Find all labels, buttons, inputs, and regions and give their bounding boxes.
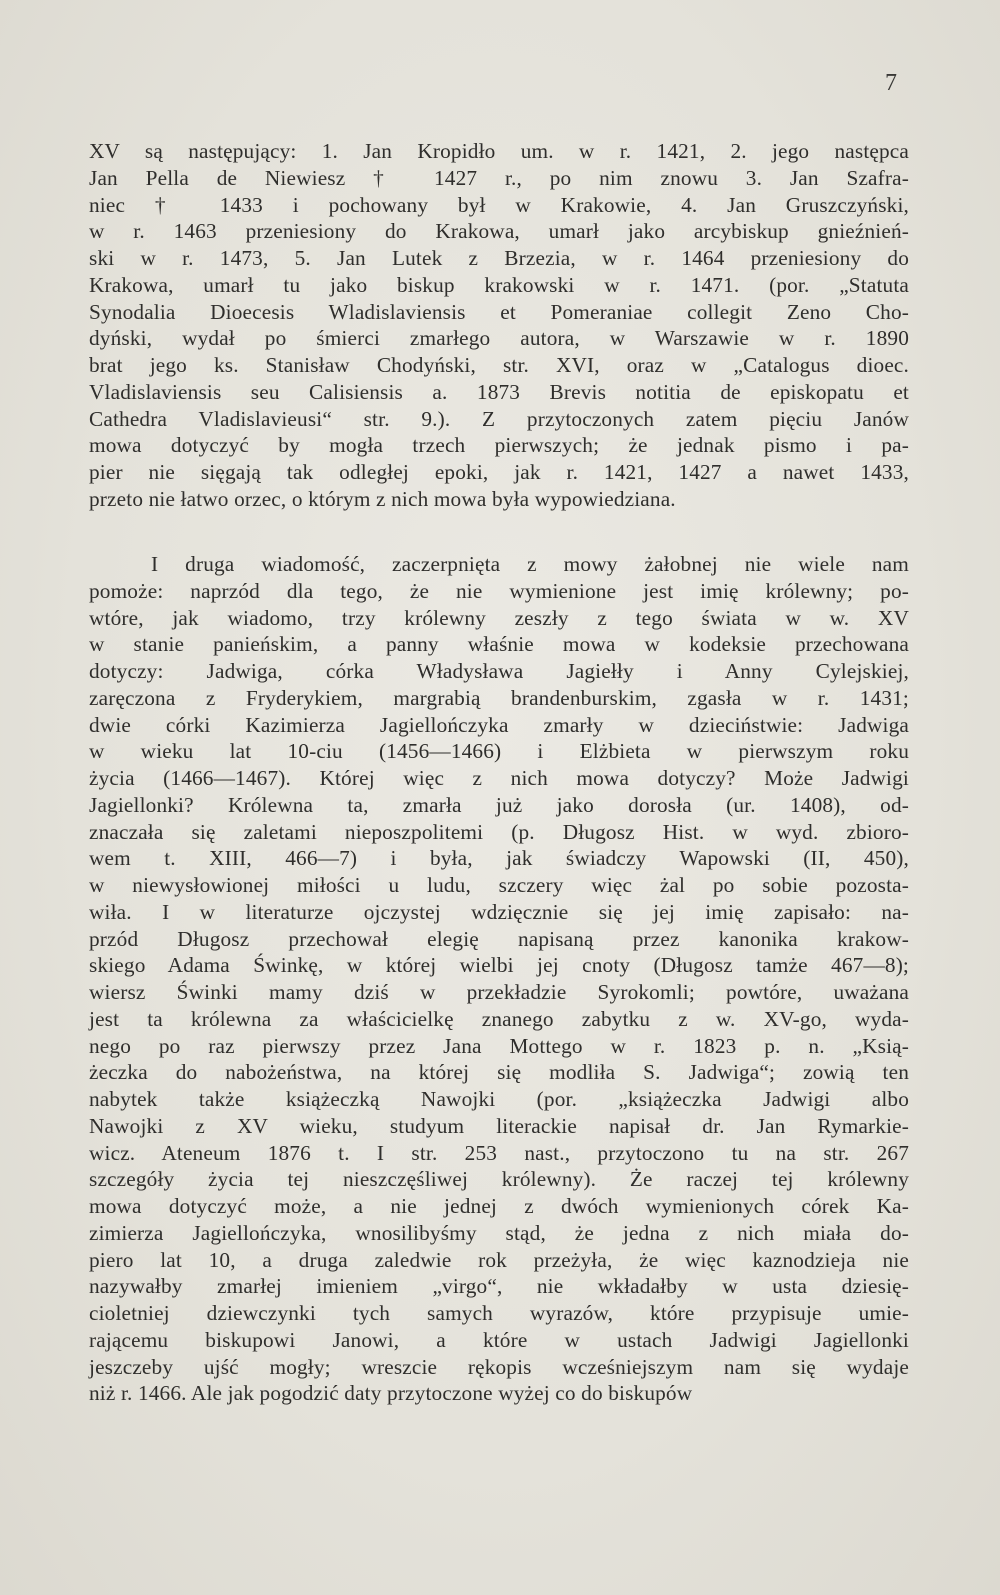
paragraph-bishops-list xyxy=(89,138,909,513)
text-line: przód Długosz przechował elegię napisaną przez kanonika krakow- xyxy=(89,926,909,951)
text-line: nego po raz pierwszy przez Jana Mottego w r. 1823 p. n. „Ksią- xyxy=(89,1033,909,1058)
text-line: wicz. Ateneum 1876 t. I str. 253 nast., przytoczono tu na str. 267 xyxy=(89,1140,909,1165)
text-line: zaręczona z Fryderykiem, margrabią brandenburskim, zgasła w r. 1431; xyxy=(89,685,909,710)
text-line: Jan Pella de Niewiesz † 1427 r., po nim znowu 3. Jan Szafra- xyxy=(89,165,909,190)
text-line: wem t. XIII, 466—7) i była, jak świadczy Wapowski (II, 450), xyxy=(89,846,909,871)
text-line: zimierza Jagiellończyka, wnosilibyśmy stąd, że jedna z nich miała do- xyxy=(89,1220,909,1245)
text-line: Jagiellonki? Królewna ta, zmarła już jako dorosła (ur. 1408), od- xyxy=(89,792,909,817)
text-line: znaczała się zaletami nieposzpolitemi (p. Długosz Hist. w wyd. zbioro- xyxy=(89,819,909,844)
text-line: skiego Adama Świnkę, w której wielbi jej cnoty (Długosz tamże 467—8); xyxy=(89,953,909,978)
text-line: przeto nie łatwo orzec, o którym z nich mowa była wypowiedziana. xyxy=(89,486,676,511)
text-line: życia (1466—1467). Której więc z nich mowa dotyczy? Może Jadwigi xyxy=(89,766,909,790)
text-line: jeszczeby ujść mogły; wreszcie rękopis wcześniejszym nam się wydaje xyxy=(89,1354,909,1379)
text-line: dotyczy: Jadwiga, córka Władysława Jagiełły i Anny Cylejskiej, xyxy=(89,659,909,683)
text-line: w r. 1463 przeniesiony do Krakowa, umarł jako arcybiskup gnieźnień- xyxy=(89,219,909,244)
text-line: dyński, wydał po śmierci zmarłego autora, w Warszawie w r. 1890 xyxy=(89,326,909,351)
paragraph-second-news xyxy=(89,551,909,1407)
text-line: żeczka do nabożeństwa, na której się modliła S. Jadwiga“; zowią ten xyxy=(89,1060,909,1085)
text-line: XV są następujący: 1. Jan Kropidło um. w r. 1421, 2. jego następca xyxy=(89,139,909,163)
text-line: wiersz Świnki mamy dziś w przekładzie Syrokomli; powtóre, uważana xyxy=(89,980,909,1004)
text-line: Krakowa, umarł tu jako biskup krakowski w r. 1471. (por. „Statuta xyxy=(89,272,909,297)
text-line: dwie córki Kazimierza Jagiellończyka zmarły w dzieciństwie: Jadwiga xyxy=(89,712,909,737)
text-line: mowa dotyczyć by mogła trzech pierwszych; że jednak pismo i pa- xyxy=(89,433,909,458)
text-line: rającemu biskupowi Janowi, a które w ustach Jadwigi Jagiellonki xyxy=(89,1327,909,1352)
text-line: w wieku lat 10-ciu (1456—1466) i Elżbieta w pierwszym roku xyxy=(89,739,909,764)
text-line: wiła. I w literaturze ojczystej wdzięcznie się jej imię zapisało: na- xyxy=(89,899,909,924)
text-line: mowa dotyczyć może, a nie jednej z dwóch wymienionych córek Ka- xyxy=(89,1194,909,1218)
text-line: cioletniej dziewczynki tych samych wyrazów, które przypisuje umie- xyxy=(89,1301,909,1325)
text-line: brat jego ks. Stanisław Chodyński, str. XVI, oraz w „Catalogus dioec. xyxy=(89,353,909,377)
text-line: wtóre, jak wiadomo, trzy królewny zeszły z tego świata w w. XV xyxy=(89,605,909,630)
text-line: w niewysłowionej miłości u ludu, szczery więc żal po sobie pozosta- xyxy=(89,873,909,897)
text-line: nazywałby zmarłej imieniem „virgo“, nie wkładałby w usta dziesię- xyxy=(89,1274,909,1299)
text-line: niec † 1433 i pochowany był w Krakowie, 4. Jan Gruszczyński, xyxy=(89,192,909,217)
text-line: w stanie panieńskim, a panny właśnie mowa w kodeksie przechowana xyxy=(89,632,909,657)
page-number: 7 xyxy=(885,70,897,96)
text-line: I druga wiadomość, zaczerpnięta z mowy żałobnej nie wiele nam xyxy=(151,552,909,576)
text-line: Synodalia Dioecesis Wladislaviensis et Pomeraniae collegit Zeno Cho- xyxy=(89,299,909,324)
text-line: pier nie sięgają tak odległej epoki, jak r. 1421, 1427 a nawet 1433, xyxy=(89,460,909,484)
text-line: nabytek także książeczką Nawojki (por. „książeczka Jadwigi albo xyxy=(89,1087,909,1111)
text-line: szczegóły życia tej nieszczęśliwej królewny). Że raczej tej królewny xyxy=(89,1167,909,1192)
text-line: jest ta królewna za właścicielkę znanego zabytku z w. XV-go, wyda- xyxy=(89,1006,909,1031)
text-line: Nawojki z XV wieku, studyum literackie napisał dr. Jan Rymarkie- xyxy=(89,1113,909,1138)
text-line: Cathedra Vladislavieusi“ str. 9.). Z przytoczonych zatem pięciu Janów xyxy=(89,406,909,431)
text-line: pomoże: naprzód dla tego, że nie wymienione jest imię królewny; po- xyxy=(89,578,909,603)
text-line: ski w r. 1473, 5. Jan Lutek z Brzezia, w r. 1464 przeniesiony do xyxy=(89,246,909,270)
text-line: piero lat 10, a druga zaledwie rok przeżyła, że więc kaznodzieja nie xyxy=(89,1247,909,1272)
text-line: Vladislaviensis seu Calisiensis a. 1873 Brevis notitia de episkopatu et xyxy=(89,379,909,404)
text-line: niż r. 1466. Ale jak pogodzić daty przytoczone wyżej co do biskupów xyxy=(89,1381,693,1406)
